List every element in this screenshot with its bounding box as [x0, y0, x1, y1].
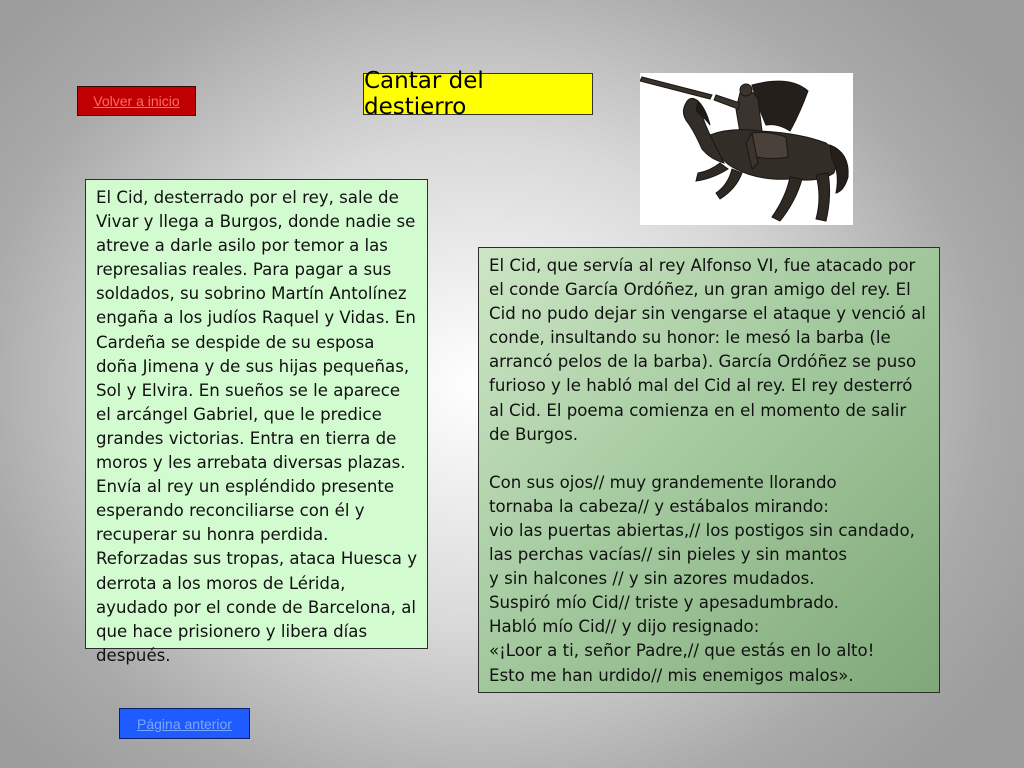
previous-page-button[interactable]: Página anterior	[119, 708, 250, 739]
context-paragraph: El Cid, que servía al rey Alfonso VI, fue atacado por el conde García Ordóñez, un gran amigo del rey. El Cid no pudo dejar sin vengarse el ataque y venció al conde, insultando su honor: le mesó la barba (le arrancó pelos de la barba). García Ordóñez se puso furioso y le habló mal del Cid al rey. El rey desterró al Cid. El poema comienza en el momento de salir de Burgos.	[489, 256, 926, 444]
poem-line: tornaba la cabeza// y estábalos mirando:	[489, 496, 829, 516]
poem-line: Con sus ojos// muy grandemente llorando	[489, 472, 837, 492]
context-and-poem-box	[478, 247, 940, 693]
poem-line: vio las puertas abiertas,// los postigos sin candado,	[489, 520, 915, 540]
equestrian-statue-icon	[640, 73, 853, 225]
poem-line: Habló mío Cid// y dijo resignado:	[489, 617, 760, 637]
home-link-button[interactable]: Volver a inicio	[77, 86, 196, 116]
poem-line: «¡Loor a ti, señor Padre,// que estás en lo alto!	[489, 641, 875, 661]
summary-text: El Cid, desterrado por el rey, sale de Vivar y llega a Burgos, donde nadie se atreve a darle asilo por temor a las represalias reales. Para pagar a sus soldados, su sobrino Martín Antolínez engaña a los judíos Raquel y Vidas. En Cardeña se despide de su esposa doña Jimena y de sus hijas pequeñas, Sol y Elvira. En sueños se le aparece el arcángel Gabriel, que le predice grandes victorias. Entra en tierra de moros y les arrebata diversas plazas. Envía al rey un espléndido presente esperando reconciliarse con él y recuperar su honra perdida. Reforzadas sus tropas, ataca Huesca y derrota a los moros de Lérida, ayudado por el conde de Barcelona, al que hace prisionero y libera días después.	[96, 188, 418, 665]
poem-line: Suspiró mío Cid// triste y apesadumbrado.	[489, 593, 839, 613]
summary-text-box	[85, 179, 428, 665]
poem-line: y sin halcones // y sin azores mudados.	[489, 569, 815, 589]
poem-line: las perchas vacías// sin pieles y sin mantos	[489, 545, 848, 565]
poem-excerpt	[489, 471, 931, 688]
equestrian-statue-image	[640, 73, 853, 225]
poem-line: Esto me han urdido// mis enemigos malos».	[489, 665, 854, 685]
page-title: Cantar del destierro	[363, 73, 593, 115]
